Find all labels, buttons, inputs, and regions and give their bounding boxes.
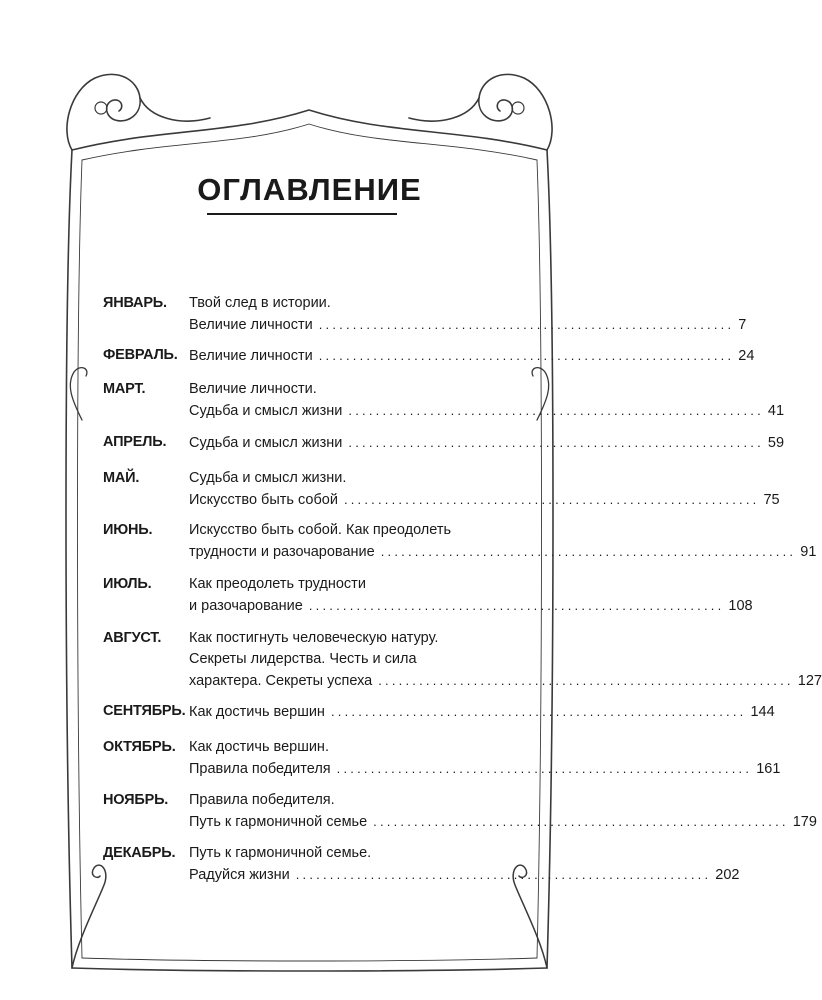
dot-leader: ............................................................. xyxy=(380,544,797,559)
toc-line-with-page xyxy=(189,702,775,721)
toc-line: Правила победителя. xyxy=(189,792,335,808)
toc-month-label: МАЙ. xyxy=(103,470,140,486)
toc-line: Искусство быть собой. Как преодолеть xyxy=(189,522,452,538)
toc-page-number: 144 xyxy=(750,704,775,720)
toc-month-label: АПРЕЛЬ. xyxy=(103,434,167,450)
toc-month-label: ИЮЛЬ. xyxy=(103,576,152,592)
toc-month-label: ФЕВРАЛЬ. xyxy=(103,347,178,363)
toc-chapter-text: Величие личности xyxy=(189,317,313,333)
toc-month-label: ДЕКАБРЬ. xyxy=(103,845,176,861)
toc-chapter-text: и разочарование xyxy=(189,598,303,614)
toc-line: Величие личности. xyxy=(189,381,317,397)
dot-leader: ............................................................. xyxy=(308,598,725,613)
toc-page-number: 59 xyxy=(767,435,785,451)
toc-month-label: ОКТЯБРЬ. xyxy=(103,739,176,755)
toc-chapter-text: Величие личности xyxy=(189,348,313,364)
toc-chapter-text: Как достичь вершин xyxy=(189,704,325,720)
toc-chapter-text: характера. Секреты успеха xyxy=(189,673,373,689)
toc-line-with-page xyxy=(189,315,747,334)
toc-month-label: ИЮНЬ. xyxy=(103,522,153,538)
dot-leader: ............................................................. xyxy=(330,704,747,719)
dot-leader: ............................................................. xyxy=(295,867,712,882)
toc-page-number: 75 xyxy=(763,492,780,508)
dot-leader: ............................................................. xyxy=(378,673,794,688)
toc-chapter-text: Судьба и смысл жизни xyxy=(189,435,343,451)
toc-page-number: 91 xyxy=(800,544,817,560)
page-title: ОГЛАВЛЕНИЕ xyxy=(197,172,422,207)
toc-line: Твой след в истории. xyxy=(189,295,331,311)
toc-line-with-page xyxy=(189,401,785,420)
toc-month-label: АВГУСТ. xyxy=(103,630,162,646)
toc-page-number: 7 xyxy=(738,317,747,333)
toc-chapter-text: Радуйся жизни xyxy=(189,867,290,883)
dot-leader: ............................................................. xyxy=(343,492,760,507)
toc-chapter-text: Судьба и смысл жизни xyxy=(189,403,343,419)
toc-line-with-page xyxy=(189,812,817,831)
toc-chapter-text: Правила победителя xyxy=(189,761,331,777)
toc-page-number: 179 xyxy=(792,814,817,830)
dot-leader: ............................................................. xyxy=(348,403,764,418)
toc-chapter-text: Искусство быть собой xyxy=(189,492,338,508)
toc-line: Как преодолеть трудности xyxy=(189,576,366,592)
dot-leader: ............................................................. xyxy=(318,317,735,332)
dot-leader: ............................................................. xyxy=(336,761,753,776)
toc-line: Секреты лидерства. Честь и сила xyxy=(189,651,417,667)
toc-page-number: 202 xyxy=(715,867,740,883)
toc-page-number: 161 xyxy=(756,761,781,777)
toc-month-label: НОЯБРЬ. xyxy=(103,792,169,808)
dot-leader: ............................................................. xyxy=(318,348,735,363)
toc-line-with-page xyxy=(189,596,753,615)
toc-line-with-page xyxy=(189,490,780,509)
toc-month-label: СЕНТЯБРЬ. xyxy=(103,703,186,719)
toc-month-label: МАРТ. xyxy=(103,381,146,397)
toc-chapter-text: трудности и разочарование xyxy=(189,544,375,560)
toc-line: Как постигнуть человеческую натуру. xyxy=(189,630,439,646)
toc-page-number: 108 xyxy=(728,598,753,614)
toc-line-with-page xyxy=(189,433,785,452)
dot-leader: ............................................................. xyxy=(348,435,764,450)
toc-line-with-page xyxy=(189,865,740,884)
toc-line: Путь к гармоничной семье. xyxy=(189,845,372,861)
toc-line-with-page xyxy=(189,346,755,365)
dot-leader: ............................................................. xyxy=(373,814,789,829)
toc-line-with-page xyxy=(189,542,817,561)
toc-chapter-text: Путь к гармоничной семье xyxy=(189,814,368,830)
toc-page-number: 24 xyxy=(738,348,755,364)
toc-line-with-page xyxy=(189,671,822,690)
toc-page-number: 127 xyxy=(797,673,822,689)
toc-line: Как достичь вершин. xyxy=(189,739,329,755)
toc-month-label: ЯНВАРЬ. xyxy=(103,295,167,311)
toc-page-number: 41 xyxy=(767,403,785,419)
toc-line: Судьба и смысл жизни. xyxy=(189,470,347,486)
toc-line-with-page xyxy=(189,759,781,778)
